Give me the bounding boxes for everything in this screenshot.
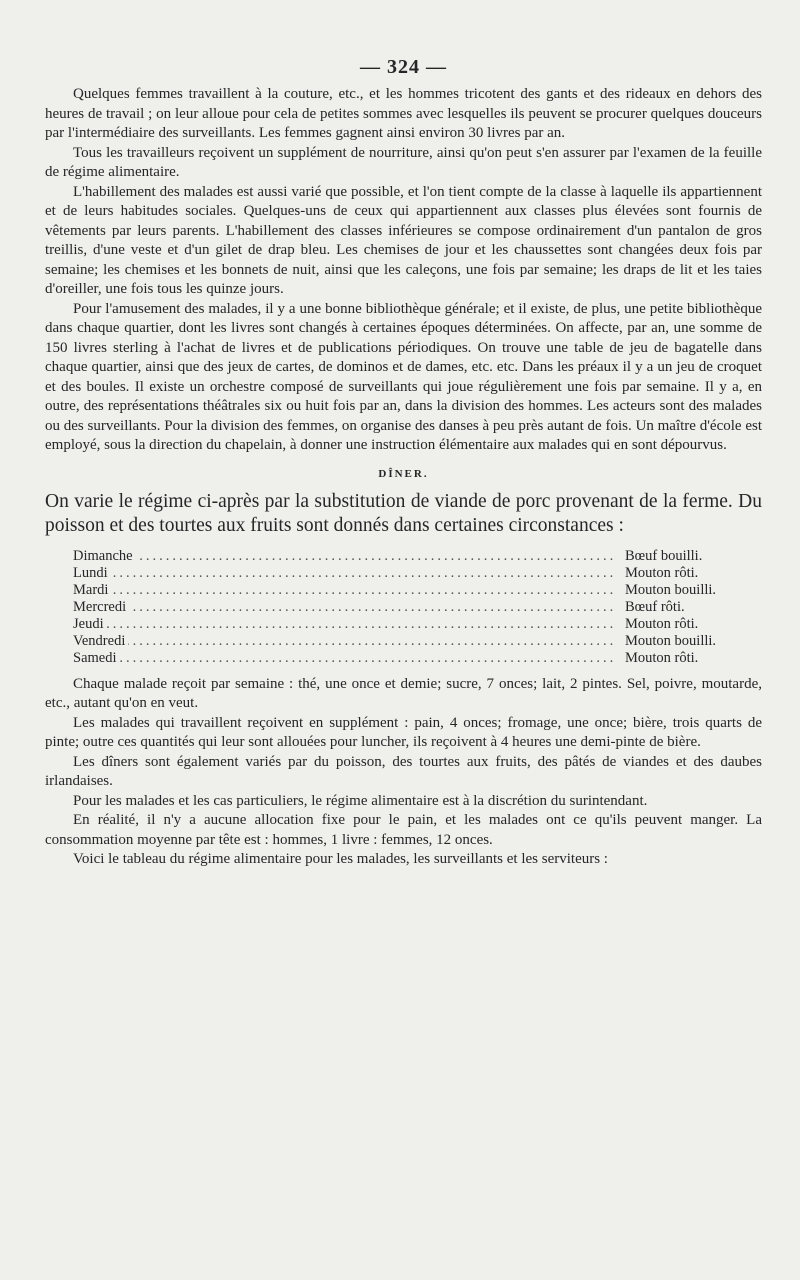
page-number: — 324 — xyxy=(360,56,447,78)
menu-meal: Mouton bouilli. xyxy=(625,581,717,598)
menu-row xyxy=(73,548,738,565)
menu-row xyxy=(73,650,738,667)
menu-row xyxy=(73,616,738,633)
menu-day: Jeudi xyxy=(73,616,107,632)
section-title: DÎNER. xyxy=(378,467,429,480)
paragraph: En réalité, il n'y a aucune allocation fixe pour le pain, et les malades ont ce qu'ils peuvent manger. La consommation moyenne par tête est : hommes, 1 livre : femmes, 12 onces. xyxy=(45,812,762,848)
paragraph: Quelques femmes travaillent à la couture, etc., et les hommes tricotent des gants et des rideaux en dehors des heures de travail ; on leur alloue pour cela de petites sommes avec lesquelles ils peuvent se procurer quelques douceurs par l'intermédiaire des surveillants. Les femmes gagnent ainsi environ 30 livres par an. xyxy=(45,86,762,141)
paragraph: Pour l'amusement des malades, il y a une bonne bibliothèque générale; et il existe, de plus, une petite bibliothèque dans chaque quartier, dont les livres sont changés à certaines époques déterminées. On affecte, par an, une somme de 150 livres sterling à l'achat de livres et de publications périodiques. On trouve une table de jeu de bagatelle dans chaque quartier, ainsi que des jeux de cartes, de dominos et de dames, etc. etc. Dans les préaux il y a un jeu de croquet et des boules. Il existe un orchestre composé de surveillants qui joue régulièrement une fois par semaine. Il y a, en outre, des représentations théâtrales six ou huit fois par an, dans la division des hommes. Les acteurs sont des malades ou des surveillants. Pour la division des femmes, on organise des danses à peu près autant de fois. Un maître d'école est employé, sous la direction du chapelain, à donner une instruction élémentaire aux malades qui en sont dépourvus. xyxy=(45,300,762,453)
lead-paragraph: On varie le régime ci-après par la substitution de viande de porc provenant de la ferme. Du poisson et des tourtes aux fruits sont donnés dans certaines circonstances : xyxy=(45,490,762,536)
paragraph: Voici le tableau du régime alimentaire pour les malades, les surveillants et les serviteurs : xyxy=(73,851,608,867)
menu-meal: Mouton bouilli. xyxy=(625,632,717,649)
menu-meal: Bœuf rôti. xyxy=(625,598,685,615)
paragraph: L'habillement des malades est aussi varié que possible, et l'on tient compte de la classe à laquelle ils appartiennent et de leurs habitudes sociales. Quelques-uns de ceux qui appartiennent aux classes plus élevées sont fournis de vêtements par leurs parents. L'habillement des classes inférieures se compose ordinairement d'un pantalon de gros treillis, d'une veste et d'un gilet de drap bleu. Les chemises de jour et les chaussettes sont changées deux fois par semaine; les chemises et les bonnets de nuit, ainsi que les caleçons, une fois par semaine; les draps de lit et les taies d'oreiller, une fois tous les quinze jours. xyxy=(45,183,762,297)
paragraph: Chaque malade reçoit par semaine : thé, une once et demie; sucre, 7 onces; lait, 2 pintes. Sel, poivre, moutarde, etc., autant qu'on en veut. xyxy=(45,675,762,711)
paragraph: Pour les malades et les cas particuliers, le régime alimentaire est à la discrétion du surintendant. xyxy=(73,792,648,809)
menu-day: Samedi xyxy=(73,650,120,666)
paragraph: Les dîners sont également variés par du poisson, des tourtes aux fruits, des pâtés de viandes et des daubes irlandaises. xyxy=(45,753,762,789)
paragraph: Les malades qui travaillent reçoivent en supplément : pain, 4 onces; fromage, une once; bière, trois quarts de pinte; outre ces quantités qui leur sont allouées pour luncher, ils reçoivent à 4 heures une demi-pinte de bière. xyxy=(45,714,762,750)
menu-day: Dimanche xyxy=(73,548,136,564)
menu-row xyxy=(73,565,738,582)
menu-row xyxy=(73,599,738,616)
menu-row xyxy=(73,582,738,599)
paragraph: Tous les travailleurs reçoivent un supplément de nourriture, ainsi qu'on peut s'en assurer par l'examen de la feuille de régime alimentaire. xyxy=(45,144,762,180)
menu-meal: Bœuf bouilli. xyxy=(625,547,703,564)
menu-day: Mercredi xyxy=(73,599,129,615)
menu-day: Mardi xyxy=(73,582,111,598)
menu-row xyxy=(73,633,738,650)
menu-meal: Mouton rôti. xyxy=(625,564,699,581)
menu-table xyxy=(73,548,738,667)
menu-meal: Mouton rôti. xyxy=(625,649,699,666)
menu-day: Lundi xyxy=(73,565,111,581)
menu-meal: Mouton rôti. xyxy=(625,615,699,632)
menu-day: Vendredi xyxy=(73,633,128,649)
